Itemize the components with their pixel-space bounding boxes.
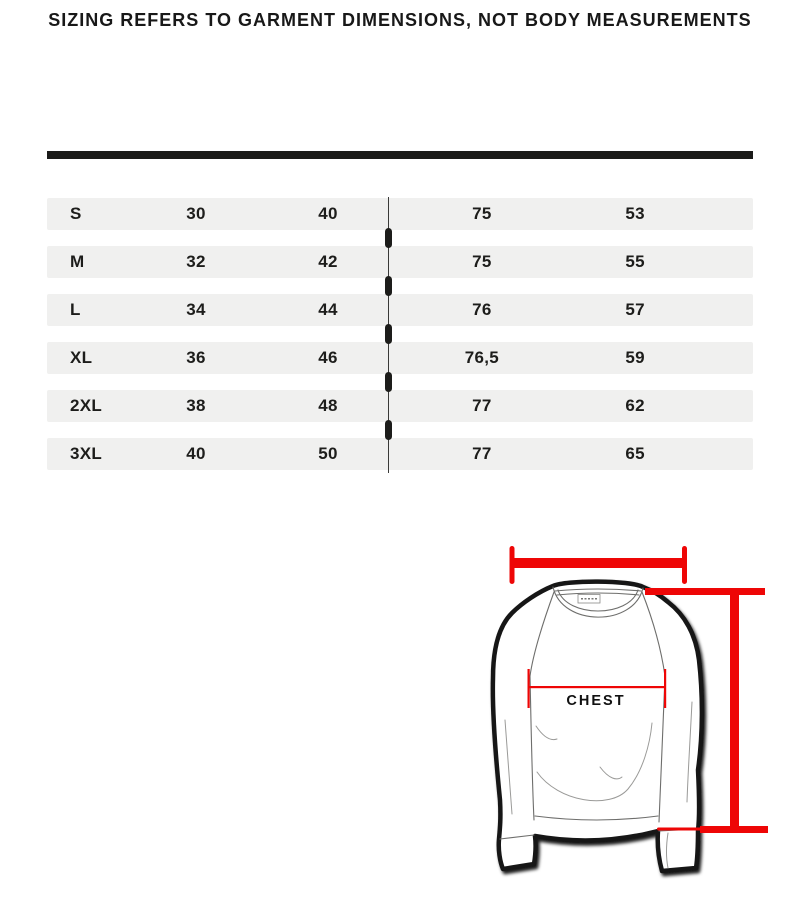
value-cell: 55 [625, 252, 645, 271]
value-cell: 50 [318, 444, 338, 463]
divider-gap-mark [385, 372, 392, 392]
value-cell: 38 [186, 396, 206, 415]
value-cell: 42 [318, 252, 338, 271]
size-cell: M [70, 252, 85, 271]
size-cell: 3XL [70, 444, 103, 463]
value-cell: 30 [186, 204, 206, 223]
value-cell: 36 [186, 348, 206, 367]
divider-gap-mark [385, 420, 392, 440]
value-cell: 77 [472, 396, 492, 415]
size-cell: 2XL [70, 396, 103, 415]
value-cell: 75 [472, 204, 492, 223]
value-cell: 34 [186, 300, 206, 319]
value-cell: 77 [472, 444, 492, 463]
table-header-bar [47, 151, 753, 159]
value-cell: 57 [625, 300, 645, 319]
value-cell: 32 [186, 252, 206, 271]
chest-label: CHEST [566, 693, 626, 709]
value-cell: 48 [318, 396, 338, 415]
size-table [47, 198, 753, 470]
value-cell: 46 [318, 348, 338, 367]
page-title: SIZING REFERS TO GARMENT DIMENSIONS, NOT BODY MEASUREMENTS [48, 10, 752, 30]
table-row [47, 294, 753, 326]
value-cell: 65 [625, 444, 645, 463]
value-cell: 76 [472, 300, 492, 319]
value-cell: 40 [186, 444, 206, 463]
sweatshirt-illustration [450, 530, 800, 912]
divider-gap-mark [385, 276, 392, 296]
value-cell: 44 [318, 300, 338, 319]
table-row [47, 342, 753, 374]
value-cell: 40 [318, 204, 338, 223]
table-row [47, 390, 753, 422]
table-row [47, 198, 753, 230]
size-cell: L [70, 300, 81, 319]
divider-gap-mark [385, 324, 392, 344]
value-cell: 59 [625, 348, 645, 367]
garment-diagram [450, 530, 800, 912]
size-cell: S [70, 204, 82, 223]
size-cell: XL [70, 348, 93, 367]
value-cell: 76,5 [464, 348, 500, 367]
table-row [47, 438, 753, 470]
table-row [47, 246, 753, 278]
shoulder-width-measure [510, 546, 688, 584]
divider-gap-mark [385, 228, 392, 248]
value-cell: 62 [625, 396, 645, 415]
neck-label [578, 595, 600, 604]
value-cell: 53 [625, 204, 645, 223]
value-cell: 75 [472, 252, 492, 271]
